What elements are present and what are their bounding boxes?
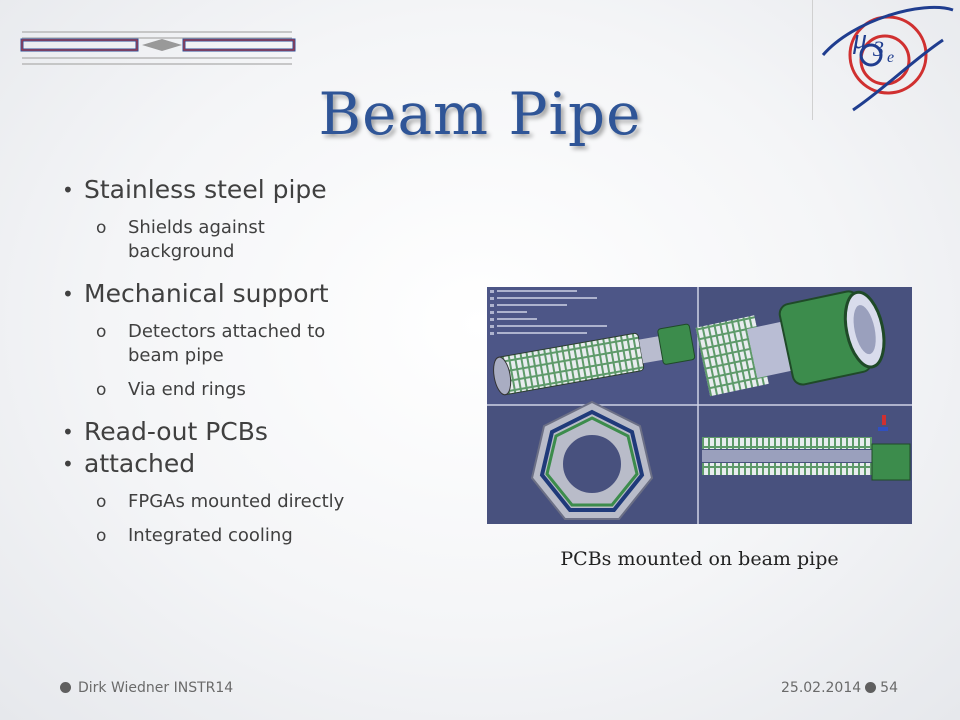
bullet-continuation: • attached (62, 448, 462, 480)
svg-text:μ: μ (853, 24, 868, 55)
sub-bullet-item: o Detectors attached to (96, 321, 326, 342)
sub-bullet-marker: o (96, 218, 107, 238)
sub-bullet-marker: o (96, 380, 107, 400)
sub-bullet-item: o FPGAs mounted directly (96, 491, 345, 512)
slide-title: Beam Pipe (318, 80, 642, 148)
figure-caption: PCBs mounted on beam pipe (560, 548, 839, 570)
sub-bullet-marker: o (96, 526, 107, 546)
bullet-item: • Mechanical support (62, 278, 462, 310)
sub-bullet-marker: o (96, 492, 107, 512)
bullet-item: • Read-out PCBs (62, 416, 462, 448)
svg-text:e: e (887, 49, 895, 66)
sub-bullet-item: o Integrated cooling (96, 525, 293, 546)
sub-bullet-item: o Shields against (96, 217, 265, 238)
detector-schematic-logo (12, 24, 302, 74)
separator-dot (865, 682, 876, 693)
svg-text:3: 3 (873, 36, 884, 61)
sub-bullet-continuation: background (128, 241, 235, 262)
sub-bullet-continuation: beam pipe (128, 345, 224, 366)
bullet-item: • Stainless steel pipe (62, 174, 462, 206)
footer-date-page (781, 680, 898, 696)
bullet-list (62, 174, 462, 548)
sub-bullet-marker: o (96, 322, 107, 342)
footer-author: Dirk Wiedner INSTR14 (60, 680, 233, 696)
footer-date: 25.02.2014 (781, 680, 862, 696)
cad-figure (487, 287, 912, 524)
sub-bullet-item: o Via end rings (96, 379, 246, 400)
page-number: 54 (880, 680, 898, 696)
